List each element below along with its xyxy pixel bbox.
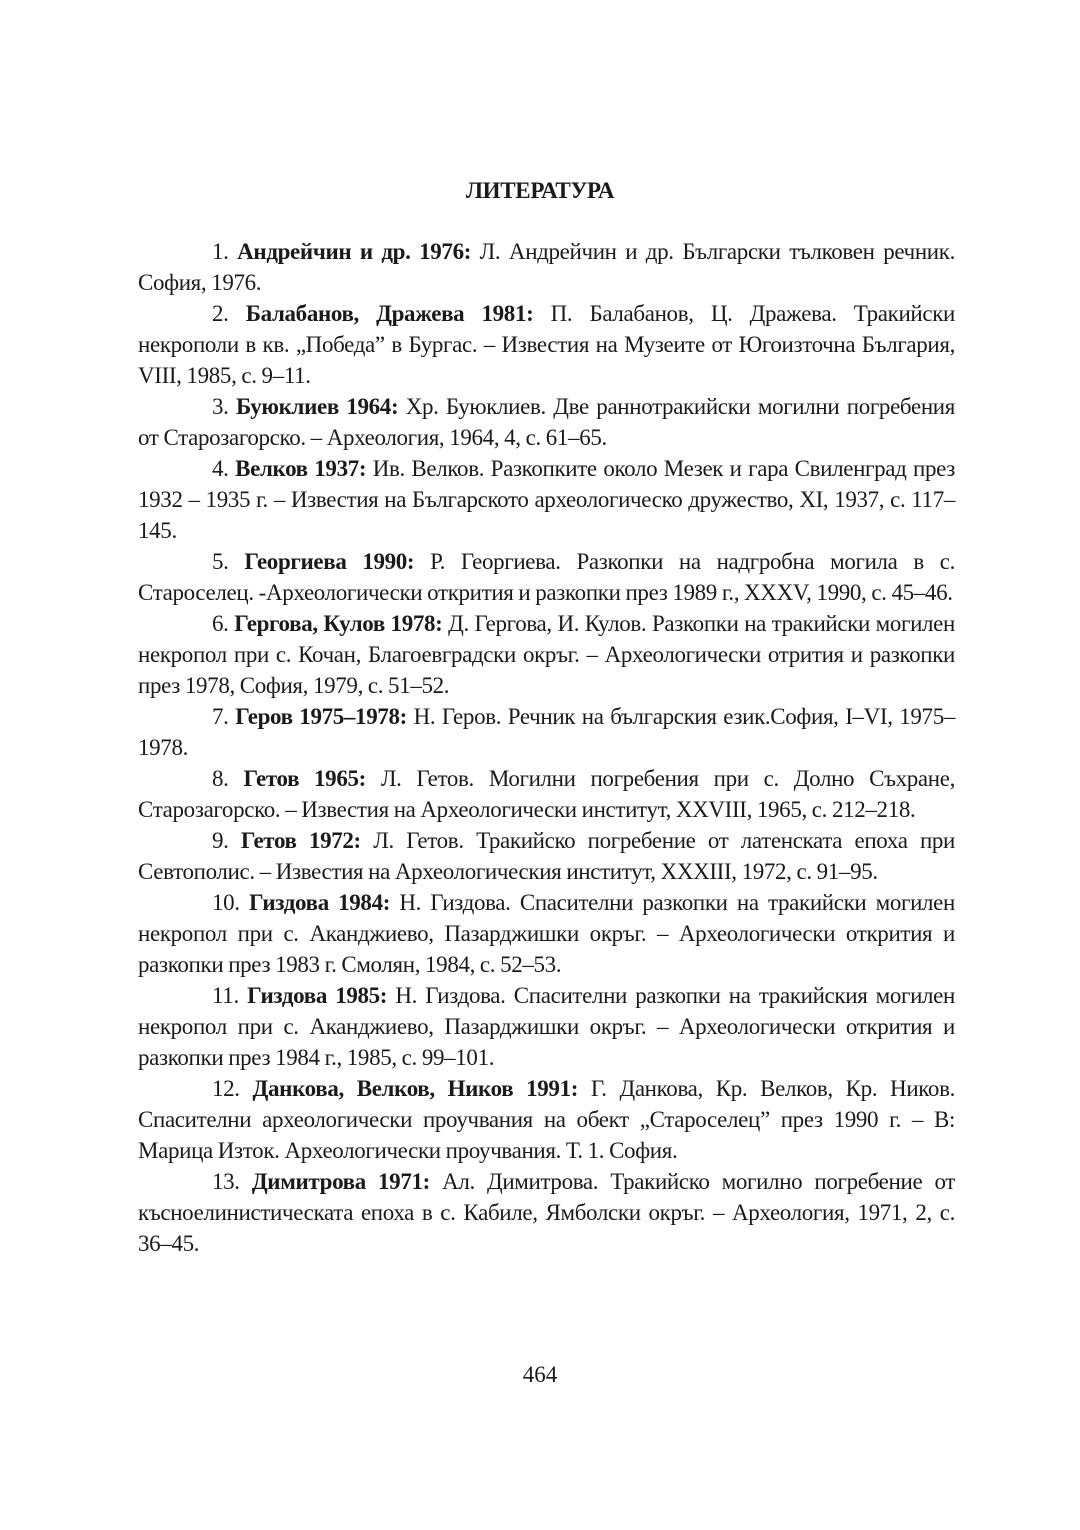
reference-key: Гиздова 1984: [248, 890, 391, 915]
reference-number: 12. [212, 1076, 253, 1101]
page-number: 464 [522, 1362, 558, 1387]
reference-item [138, 298, 955, 391]
reference-item [138, 391, 955, 453]
reference-item [138, 236, 955, 298]
reference-key: Гетов 1972: [240, 828, 361, 853]
reference-item [138, 887, 955, 980]
reference-text: Ив. Велков. Разкопките около Мезек и гара Свиленград през 1932 – 1935 г. – Известия на Българското археологическо дружество, XI, 1937, с. 117–145. [138, 456, 955, 543]
reference-item [138, 825, 955, 887]
reference-list [138, 236, 955, 1259]
reference-number: 6. [212, 611, 235, 636]
reference-text: П. Балабанов, Ц. Дражева. Тракийски некрополи в кв. „Победа” в Бургас. – Известия на Музеите от Югоизточна България, VIII, 1985, с. 9–11. [138, 301, 956, 388]
reference-item [138, 608, 955, 701]
reference-text: Н. Гиздова. Спасителни разкопки на тракийския могилен некропол при с. Аканджиево, Пазарджишки окръг. – Археологически открития и разкопки през 1984 г., 1985, с. 99–101. [138, 983, 956, 1070]
reference-text: Н. Геров. Речник на българския език.София, I–VI, 1975–1978. [138, 704, 955, 760]
reference-key: Геров 1975–1978: [235, 704, 407, 729]
reference-number: 11. [212, 983, 248, 1008]
reference-number: 2. [212, 301, 246, 326]
reference-text: Ал. Димитрова. Тракийско могилно погребение от късноелинистическата епоха в с. Кабиле, Ямболски окръг. – Археология, 1971, 2, с. 36–45. [138, 1169, 955, 1256]
reference-item [138, 763, 955, 825]
reference-item [138, 1166, 955, 1259]
reference-text: Д. Гергова, И. Кулов. Разкопки на тракийски могилен некропол при с. Кочан, Благоевградски окръг. – Археологически отрития и разкопки през 1978, София, 1979, с. 51–52. [138, 611, 955, 698]
reference-item [138, 453, 955, 546]
reference-key: Балабанов, Дражева 1981: [245, 301, 534, 326]
reference-text: Хр. Буюклиев. Две раннотракийски могилни погребения от Старозагорско. – Археология, 1964, 4, с. 61–65. [138, 394, 955, 450]
reference-key: Данкова, Велков, Ников 1991: [252, 1076, 579, 1101]
reference-number: 7. [212, 704, 236, 729]
reference-key: Буюклиев 1964: [235, 394, 399, 419]
reference-item [138, 546, 955, 608]
reference-key: Георгиева 1990: [244, 549, 415, 574]
reference-text: Л. Андрейчин и др. Български тълковен речник. София, 1976. [138, 239, 955, 295]
reference-number: 4. [212, 456, 236, 481]
reference-text: Р. Георгиева. Разкопки на надгробна могила в с. Староселец. -Археологически открития и разкопки през 1989 г., XXXV, 1990, с. 45–46. [138, 549, 955, 605]
reference-text: Л. Гетов. Тракийско погребение от латенската епоха при Севтополис. – Известия на Археологическия институт, XXXIII, 1972, с. 91–95. [138, 828, 956, 884]
reference-key: Димитрова 1971: [251, 1169, 430, 1194]
reference-text: Л. Гетов. Могилни погребения при с. Долно Съхране, Старозагорско. – Известия на Археологически институт, XXVIII, 1965, с. 212–218. [138, 766, 955, 822]
reference-item [138, 1073, 955, 1166]
reference-item [138, 980, 955, 1073]
page-title: ЛИТЕРАТУРА [465, 178, 615, 203]
reference-number: 8. [212, 766, 244, 791]
reference-number: 3. [212, 394, 236, 419]
reference-number: 13. [212, 1169, 252, 1194]
reference-number: 10. [212, 890, 249, 915]
reference-key: Гиздова 1985: [247, 983, 388, 1008]
reference-key: Гетов 1965: [243, 766, 366, 791]
reference-number: 9. [212, 828, 241, 853]
reference-number: 5. [212, 549, 245, 574]
reference-key: Андрейчин и др. 1976: [237, 239, 472, 264]
reference-number: 1. [212, 239, 238, 264]
reference-text: Г. Данкова, Кр. Велков, Кр. Ников. Спасителни археологически проучвания на обект „Староселец” през 1990 г. – В: Марица Изток. Археологически проучвания. Т. 1. София. [138, 1076, 955, 1163]
reference-key: Велков 1937: [235, 456, 367, 481]
reference-item [138, 701, 955, 763]
reference-key: Гергова, Кулов 1978: [234, 611, 443, 636]
reference-text: Н. Гиздова. Спасителни разкопки на тракийски могилен некропол при с. Аканджиево, Пазарджишки окръг. – Археологически открития и разкопки през 1983 г. Смолян, 1984, с. 52–53. [138, 890, 955, 977]
